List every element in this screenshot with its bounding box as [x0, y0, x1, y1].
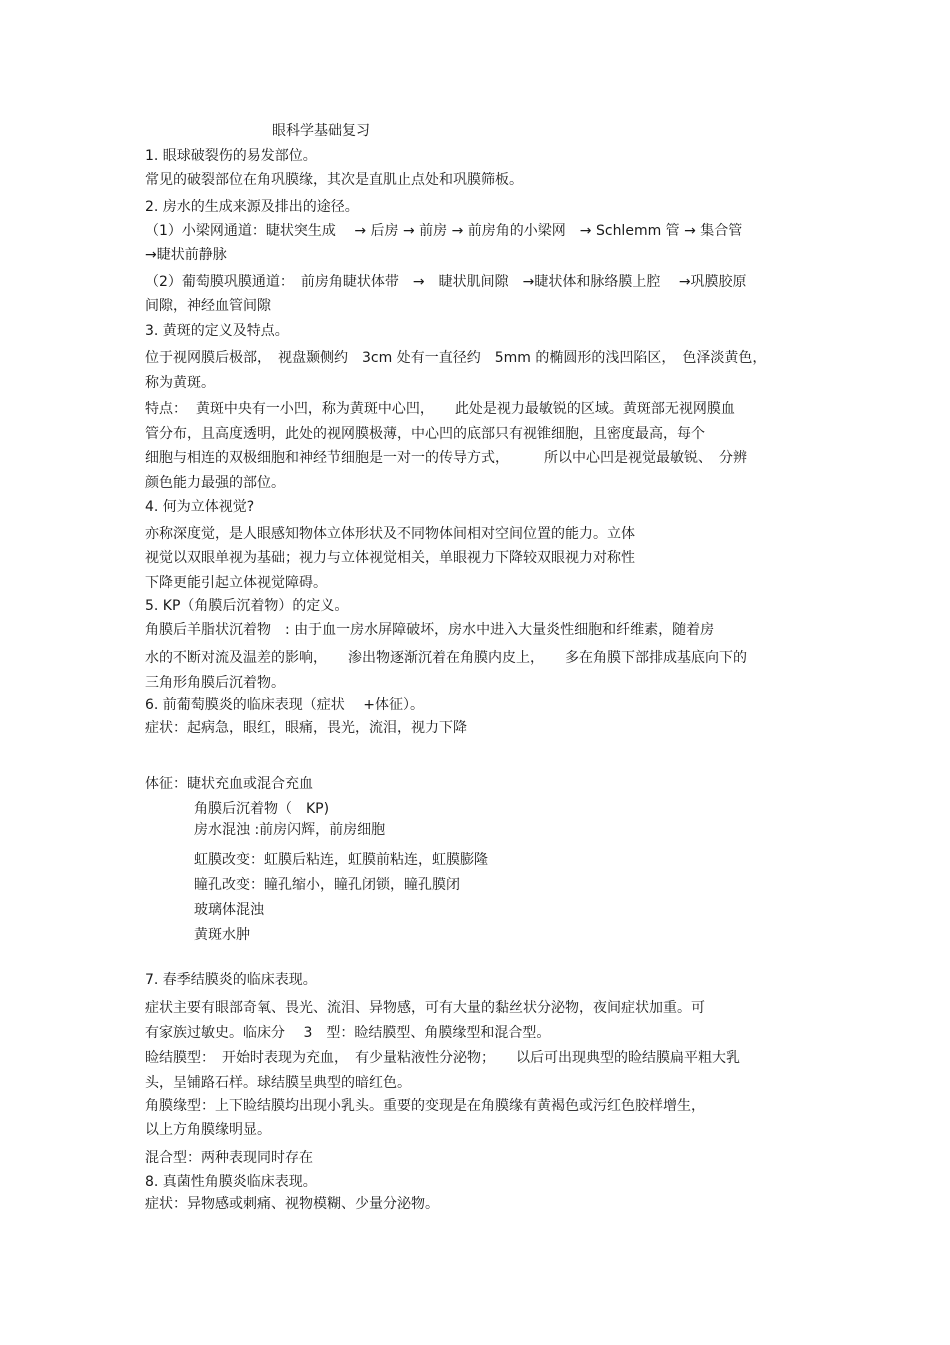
heading-q2: 2. 房水的生成来源及排出的途径。: [145, 199, 359, 215]
text-line: 管分布，且高度透明，此处的视网膜极薄，中心凹的底部只有视锥细胞，且密度最高，每个: [145, 426, 705, 442]
text-line: 混合型：两种表现同时存在: [145, 1150, 313, 1166]
list-item: 玻璃体混浊: [194, 902, 264, 918]
page-title: 眼科学基础复习: [272, 123, 370, 139]
text-line: 体征：睫状充血或混合充血: [145, 776, 313, 792]
text-line: 亦称深度觉，是人眼感知物体立体形状及不同物体间相对空间位置的能力。立体: [145, 526, 635, 542]
text-line: 角膜后羊脂状沉着物 : 由于血一房水屏障破坏，房水中进入大量炎性细胞和纤维素，随着房: [145, 622, 715, 638]
heading-q4: 4. 何为立体视觉?: [145, 499, 255, 515]
text-line: 以上方角膜缘明显。: [145, 1122, 271, 1138]
heading-q7: 7. 春季结膜炎的临床表现。: [145, 972, 317, 988]
text-line: 睑结膜型： 开始时表现为充血， 有少量粘液性分泌物； 以后可出现典型的睑结膜扁平粗大乳: [145, 1050, 740, 1066]
text-line: 称为黄斑。: [145, 375, 215, 391]
text-line: 头，呈铺路石样。球结膜呈典型的暗红色。: [145, 1075, 411, 1091]
heading-q3: 3. 黄斑的定义及特点。: [145, 323, 289, 339]
text-line: （1）小梁网通道：睫状突生成 → 后房 → 前房 → 前房角的小梁网 → Schlemm 管 → 集合管: [145, 223, 743, 239]
heading-q1: 1. 眼球破裂伤的易发部位。: [145, 148, 317, 164]
text-line: 症状主要有眼部奇氧、畏光、流泪、异物感，可有大量的黏丝状分泌物，夜间症状加重。可: [145, 1000, 705, 1016]
text-line: 细胞与相连的双极细胞和神经节细胞是一对一的传导方式， 所以中心凹是视觉最敏锐、 分辨: [145, 450, 747, 466]
list-item: 房水混浊 :前房闪辉，前房细胞: [194, 822, 386, 838]
heading-q5: 5. KP（角膜后沉着物）的定义。: [145, 598, 349, 614]
list-item: 虹膜改变：虹膜后粘连，虹膜前粘连，虹膜膨隆: [194, 852, 488, 868]
text-line: 常见的破裂部位在角巩膜缘，其次是直肌止点处和巩膜筛板。: [145, 172, 523, 188]
text-line: 颜色能力最强的部位。: [145, 475, 285, 491]
text-line: （2）葡萄膜巩膜通道： 前房角睫状体带 → 睫状肌间隙 →睫状体和脉络膜上腔 →巩膜胶原: [145, 274, 747, 290]
text-line: 角膜缘型：上下睑结膜均出现小乳头。重要的变现是在角膜缘有黄褐色或污红色胶样增生，: [145, 1098, 705, 1114]
text-line: 有家族过敏史。临床分 3 型：睑结膜型、角膜缘型和混合型。: [145, 1025, 551, 1041]
list-item: 瞳孔改变：瞳孔缩小，瞳孔闭锁，瞳孔膜闭: [194, 877, 460, 893]
heading-q8: 8. 真菌性角膜炎临床表现。: [145, 1174, 317, 1190]
text-line: 症状：异物感或刺痛、视物模糊、少量分泌物。: [145, 1196, 439, 1212]
text-line: 症状：起病急，眼红，眼痛，畏光，流泪，视力下降: [145, 720, 467, 736]
text-line: 特点： 黄斑中央有一小凹，称为黄斑中心凹， 此处是视力最敏锐的区域。黄斑部无视网膜血: [145, 401, 735, 417]
heading-q6: 6. 前葡萄膜炎的临床表现（症状 +体征）。: [145, 697, 424, 713]
text-line: 三角形角膜后沉着物。: [145, 675, 285, 691]
list-item: 角膜后沉着物（ KP): [194, 801, 330, 817]
text-line: 水的不断对流及温差的影响， 渗出物逐渐沉着在角膜内皮上， 多在角膜下部排成基底向下的: [145, 650, 747, 666]
text-line: 视觉以双眼单视为基础；视力与立体视觉相关，单眼视力下降较双眼视力对称性: [145, 550, 635, 566]
text-line: 间隙，神经血管间隙: [145, 298, 271, 314]
text-line: →睫状前静脉: [145, 247, 227, 263]
text-line: 位于视网膜后极部， 视盘颞侧约 3cm 处有一直径约 5mm 的椭圆形的浅凹陷区， 色泽淡黄色，: [145, 350, 767, 366]
text-line: 下降更能引起立体视觉障碍。: [145, 575, 327, 591]
list-item: 黄斑水肿: [194, 927, 250, 943]
